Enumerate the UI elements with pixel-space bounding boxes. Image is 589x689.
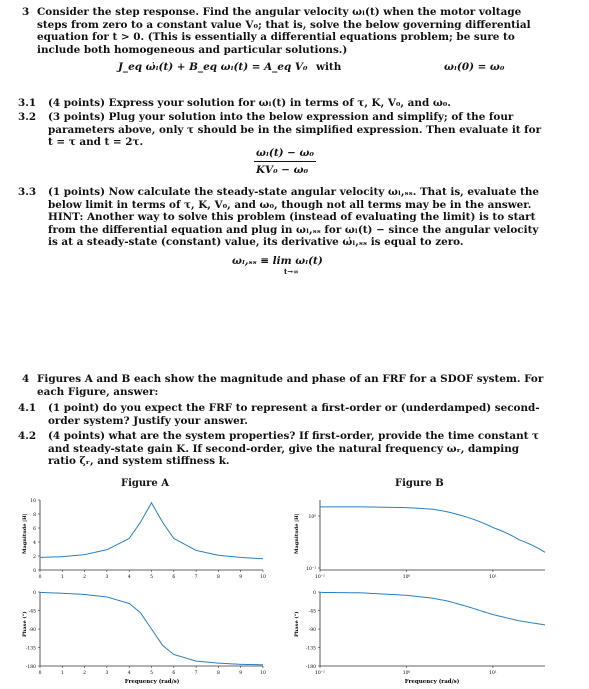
figure-a-mag-xtick-label: 9 — [239, 575, 243, 580]
p41-number: 4.1 — [18, 402, 37, 414]
limit-subscript: t→∞ — [284, 267, 299, 276]
figure-b-title: Figure B — [395, 478, 444, 489]
figure-b-mag-ylabel: Magnitude |H| — [294, 513, 300, 554]
figure-b-phase-ytick-label: -90 — [308, 627, 316, 633]
figure-a-phase-ytick-label: 0 — [33, 590, 36, 596]
figure-a-mag-xtick-label: 8 — [216, 575, 220, 580]
q4-text: Figures A and B each show the magnitude and phase of an FRF for a SDOF system. For each Figure, answer: — [37, 373, 544, 398]
figure-b-mag-xtick-label: 10⁰ — [402, 575, 411, 580]
q4-number: 4 — [22, 373, 30, 385]
figure-b-phase-axes — [320, 592, 545, 666]
figure-a-phase-line — [40, 592, 263, 664]
q3-number: 3 — [22, 6, 30, 18]
p31-number: 3.1 — [18, 97, 37, 109]
figure-a-magnitude-line — [40, 503, 263, 559]
figure-a-phase-ylabel: Phase (°) — [22, 611, 28, 637]
figure-b-phase-xtick-label: 10¹ — [489, 671, 497, 676]
figure-a-phase-ytick-label: -180 — [25, 664, 36, 670]
figure-b-phase-ylabel: Phase (°) — [294, 611, 300, 637]
figure-a-phase-xtick-label: 5 — [150, 671, 153, 676]
figure-a-phase-xtick-label: 4 — [127, 671, 131, 676]
figure-a-phase-xtick-label: 10 — [260, 671, 266, 676]
figure-a-phase-ytick-label: -45 — [28, 609, 36, 615]
figure-a-mag-ylabel: Magnitude |H| — [22, 513, 28, 554]
figure-a-phase-ytick-label: -135 — [25, 646, 36, 652]
figure-a-mag-ytick-label: 6 — [33, 526, 36, 532]
figure-a-mag-ytick-label: 10 — [30, 498, 36, 504]
q3-with: with — [316, 61, 342, 73]
figure-a-mag-xtick-label: 3 — [105, 575, 109, 580]
figure-b-magnitude-line — [320, 507, 545, 553]
figure-a-mag-xtick-label: 6 — [172, 575, 176, 580]
figure-b-mag-xtick-label: 10¹ — [489, 575, 497, 580]
figure-a-mag-xtick-label: 5 — [150, 575, 153, 580]
p33-number: 3.3 — [18, 186, 37, 198]
figure-b-phase-ytick-label: 0 — [313, 590, 316, 596]
figure-b-phase-xtick-label: 10⁰ — [402, 671, 411, 676]
figure-a-phase-xtick-label: 0 — [38, 671, 42, 676]
figure-a-phase-ytick-label: -90 — [28, 627, 36, 633]
p42-text: (4 points) what are the system properties? If first-order, provide the time constant τ and steady-state gain K. If second-order, give the natural frequency ωᵣ, damping ratio ζᵣ, and system stiffness k. — [48, 430, 540, 467]
fraction-denominator: KV₀ − ω₀ — [256, 164, 309, 176]
p33-text: (1 points) Now calculate the steady-state angular velocity ωₗ,ₛₛ. That is, evaluate the below limit in terms of τ, K, V₀, and ω₀, though not all terms may be in the answer. HINT: Another way to solve this problem (instead of evaluating the limit) is to start from the differential equation and plug in ωₗ,ₛₛ for ωₗ(t) − since the angular velocity is at a steady-state (constant) value, its derivative ω̇ₗ,ₛₛ is equal to zero. — [48, 186, 540, 248]
figure-a-phase-xtick-label: 2 — [83, 671, 87, 676]
figure-a-phase-xtick-label: 9 — [239, 671, 243, 676]
figure-a-mag-xtick-label: 10 — [260, 575, 266, 580]
figure-a-mag-ytick-label: 8 — [33, 512, 36, 518]
figure-a-mag-xtick-label: 1 — [60, 575, 64, 580]
limit-equation: ωₗ,ₛₛ ≡ lim ωₗ(t) — [232, 255, 323, 267]
figure-a-phase-xtick-label: 6 — [172, 671, 176, 676]
figure-a-mag-ytick-label: 4 — [33, 540, 36, 546]
fraction-numerator: ωₗ(t) − ω₀ — [256, 147, 314, 159]
figure-a-mag-xtick-label: 0 — [38, 575, 42, 580]
figure-a-chart — [18, 492, 278, 689]
figure-b-mag-ytick-label: 10⁻¹ — [306, 566, 316, 572]
figure-b-phase-line — [320, 592, 545, 624]
p42-number: 4.2 — [18, 430, 37, 442]
figure-a-magnitude-axes — [40, 500, 263, 570]
figure-b-phase-ytick-label: -135 — [305, 646, 316, 652]
figure-a-mag-xtick-label: 7 — [194, 575, 198, 580]
figure-b-xlabel: Frequency (rad/s) — [404, 679, 460, 685]
q3-text: Consider the step response. Find the angular velocity ωₗ(t) when the motor voltage steps from zero to a constant value V₀; that is, solve the below governing differential equation for t > 0. (This is essentially a differential equations problem; be sure to include both homogeneous and particular solutions.) — [37, 6, 531, 56]
figure-a-title: Figure A — [121, 478, 170, 489]
figure-a-mag-xtick-label: 4 — [127, 575, 131, 580]
figure-a-mag-xtick-label: 2 — [83, 575, 87, 580]
p41-text: (1 point) do you expect the FRF to represent a first-order or (underdamped) second-order system? Justify your answer. — [48, 402, 540, 427]
figure-b-chart — [290, 492, 560, 689]
figure-a-phase-xtick-label: 3 — [105, 671, 109, 676]
figure-b-phase-ytick-label: -180 — [305, 664, 316, 670]
figure-b-phase-ytick-label: -45 — [308, 609, 316, 615]
fraction-bar — [254, 161, 316, 162]
figure-b-phase-xtick-label: 10⁻¹ — [315, 671, 325, 676]
figure-a-mag-ytick-label: 2 — [33, 554, 36, 560]
figure-a-mag-ytick-label: 0 — [33, 568, 36, 574]
q3-equation: J_eq ω̇ₗ(t) + B_eq ωₗ(t) = A_eq V₀ — [118, 61, 308, 73]
figure-a-phase-xtick-label: 7 — [194, 671, 198, 676]
figure-b-mag-ytick-label: 10⁰ — [308, 514, 316, 520]
figure-b-mag-xtick-label: 10⁻¹ — [315, 575, 325, 580]
figure-a-phase-xtick-label: 8 — [216, 671, 220, 676]
q3-initial-condition: ωₗ(0) = ω₀ — [444, 61, 505, 73]
p31-text: (4 points) Express your solution for ωₗ(t) in terms of τ, K, V₀, and ω₀. — [48, 97, 451, 109]
figure-a-xlabel: Frequency (rad/s) — [124, 679, 180, 685]
p32-number: 3.2 — [18, 111, 37, 123]
figure-a-phase-xtick-label: 1 — [60, 671, 64, 676]
p32-text: (3 points) Plug your solution into the below expression and simplify; of the four parameters above, only τ should be in the simplified expression. Then evaluate it for t = τ and t = 2τ. — [48, 111, 542, 148]
